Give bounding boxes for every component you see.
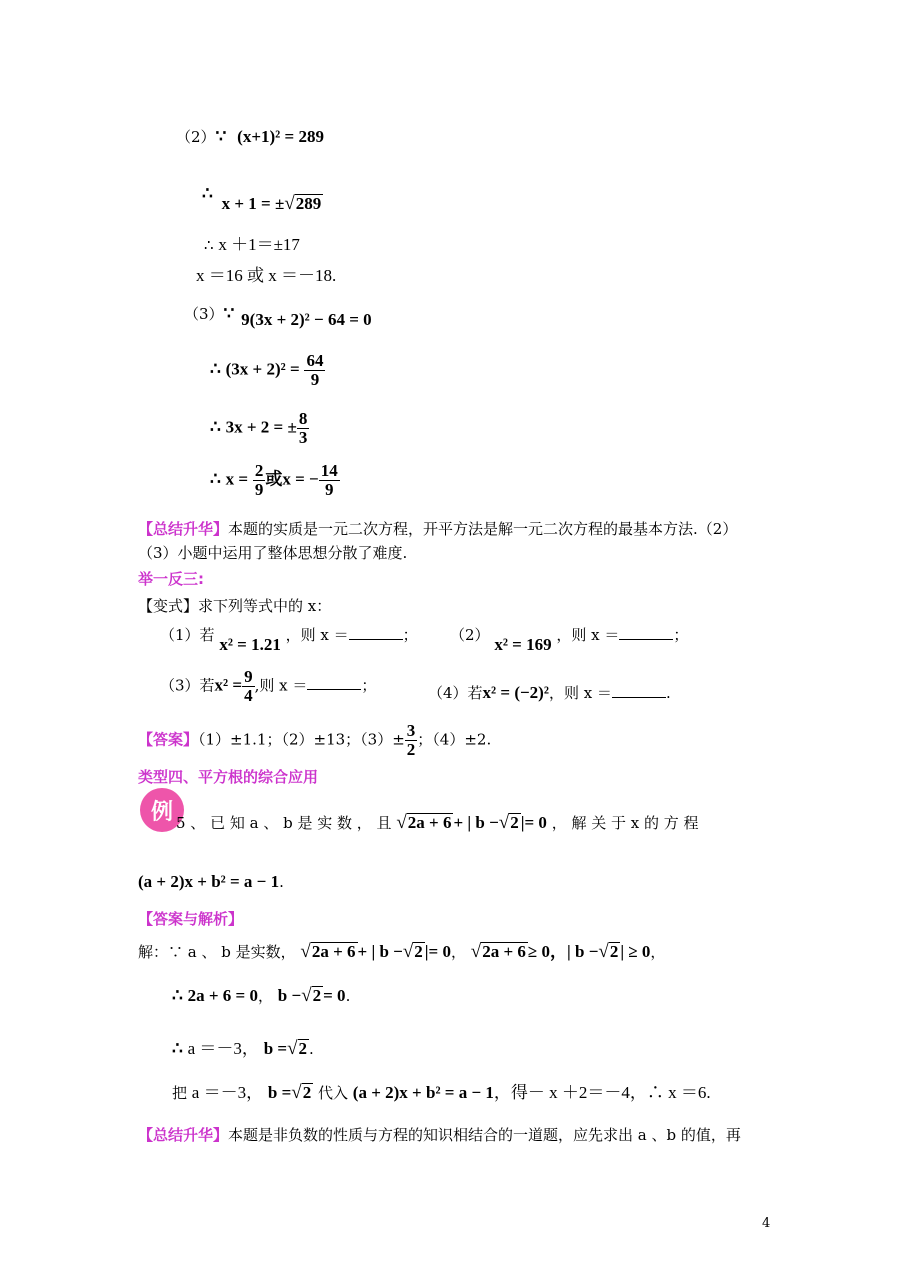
sqrt-icon: √	[498, 812, 510, 833]
fraction-8-3	[297, 410, 310, 447]
denominator: 2	[406, 739, 416, 759]
line3-b: a ＝－3，	[187, 1039, 259, 1058]
q3-eq-left: x² =	[214, 675, 243, 695]
q1-answer-blank[interactable]	[349, 625, 403, 640]
radicand: 2a + 6	[482, 942, 526, 961]
numerator: 9	[244, 667, 253, 686]
analysis-line4	[172, 1078, 711, 1104]
sol3-line1	[184, 303, 372, 329]
denominator: 9	[324, 479, 334, 499]
line2-d: b −	[277, 986, 302, 1005]
q4-equation: x² = (−2)²	[482, 683, 549, 702]
example5-line1	[176, 812, 776, 834]
numerator: 64	[306, 351, 324, 370]
sqrt-icon: √	[287, 1038, 298, 1059]
line3-d: .	[309, 1040, 314, 1058]
radicand: 2	[414, 942, 423, 961]
q1-label: （1）若	[160, 626, 215, 644]
sol3-line2	[210, 352, 325, 389]
line1-b: + | b −	[357, 942, 403, 961]
sol3-line3	[210, 410, 309, 447]
denominator: 4	[244, 685, 253, 705]
q3-label: （3）若	[160, 676, 215, 695]
q2-label: （2）	[450, 626, 490, 644]
answer1-part1: （1）±1.1；（2）±13；（3）±	[198, 730, 405, 749]
analysis-tag: 【答案与解析】	[138, 910, 244, 928]
line1-d: ，	[450, 943, 466, 961]
therefore-symbol: ∴	[172, 986, 183, 1005]
summary2-text: 本题是非负数的性质与方程的知识相结合的一道题，应先求出 a 、b 的值，再	[228, 1126, 741, 1144]
summary-tag: 【总结升华】	[138, 1126, 229, 1144]
question-2	[450, 624, 689, 654]
line1-c: |= 0	[424, 942, 451, 961]
example5-radicand: 2a + 6	[407, 813, 452, 832]
line1-e: ≥ 0	[527, 942, 550, 961]
therefore-symbol: ∴	[210, 469, 221, 489]
q4-tail: ，则 x ＝	[548, 684, 612, 702]
line2-b: 2a + 6 = 0	[187, 986, 258, 1005]
sol2-eq2-radicand: 289	[295, 194, 322, 213]
line1-g: | ≥ 0	[620, 942, 651, 961]
numerator: 14	[320, 461, 338, 480]
line4-c: b =	[267, 1083, 292, 1102]
summary1-line2	[138, 542, 407, 563]
summary2-line	[138, 1124, 741, 1145]
sqrt-icon: √	[396, 812, 407, 833]
denominator: 9	[310, 369, 320, 389]
q4-label: （4）若	[428, 684, 483, 702]
radicand: 2	[609, 942, 619, 961]
answer1-line	[138, 722, 491, 759]
example5-equation: (a + 2)x + b² = a − 1	[138, 872, 280, 891]
q3-tail: ,则 x ＝	[254, 676, 308, 695]
sqrt-icon: √	[598, 941, 609, 962]
sol3-label: （3）	[184, 305, 224, 323]
fraction-3-2	[405, 722, 418, 759]
line4-a: 把	[172, 1084, 188, 1102]
line2-f: .	[345, 987, 351, 1005]
radicand: 2a + 6	[311, 942, 356, 961]
numerator: 2	[254, 461, 264, 480]
question-3	[160, 668, 376, 705]
section4-heading: 类型四、平方根的综合应用	[138, 768, 319, 786]
variant-tag: 【变式】	[138, 597, 199, 615]
fraction-14-9	[319, 462, 340, 499]
q1-tail: ，则 x ＝	[285, 626, 349, 644]
numerator: 8	[298, 409, 308, 428]
radicand: 2	[312, 986, 322, 1005]
q2-end: ；	[673, 626, 689, 644]
analysis-line2	[172, 985, 350, 1007]
variant-text: 求下列等式中的 x：	[198, 597, 332, 615]
sol3-eq1: 9(3x + 2)² − 64 = 0	[241, 310, 372, 329]
sol2-label: （2）	[176, 128, 216, 146]
sol2-eq2-left: x + 1 = ±	[221, 194, 285, 213]
sol2-line2	[202, 183, 323, 214]
sol2-eq4: x ＝16 或 x ＝－18.	[196, 266, 337, 285]
fraction-64-9	[304, 352, 325, 389]
q2-answer-blank[interactable]	[619, 625, 673, 640]
answer-tag: 【答案】	[138, 730, 199, 749]
example5-text: 5 、 已 知 a 、 b 是 实 数 ， 且	[176, 814, 392, 832]
sqrt-icon: √	[402, 941, 414, 962]
variant-line	[138, 595, 331, 616]
line1-a: 解：∵ a 、 b 是实数，	[138, 943, 296, 961]
line1-f: ，| b −	[550, 942, 599, 961]
therefore-symbol: ∴	[210, 359, 221, 379]
example5-eq-end: .	[279, 873, 284, 891]
line3-c: b =	[263, 1039, 288, 1058]
numerator: 3	[406, 721, 416, 740]
because-symbol: ∵	[223, 304, 235, 323]
sol2-eq1: (x+1)² = 289	[237, 127, 324, 146]
q1-end: ；	[402, 626, 418, 644]
line1-h: ，	[650, 943, 666, 961]
sol3-eq2-left: (3x + 2)² =	[225, 359, 300, 379]
question-1	[160, 624, 418, 654]
sqrt-icon: √	[470, 941, 482, 962]
sqrt-icon: √	[300, 941, 311, 962]
summary1-text2: （3）小题中运用了整体思想分散了难度.	[138, 544, 408, 562]
therefore-symbol: ∴	[204, 236, 214, 254]
q2-tail: ，则 x ＝	[556, 626, 620, 644]
sol2-line4	[196, 261, 336, 286]
sqrt-icon: √	[284, 193, 295, 214]
sol3-line4	[210, 462, 340, 499]
sol2-line3	[204, 230, 300, 255]
line4-d: 代入	[318, 1084, 349, 1102]
radicand: 2	[298, 1039, 308, 1058]
line4-f: ，得－ x ＋2＝－4，∴ x ＝6.	[493, 1083, 711, 1102]
question-4	[428, 682, 671, 703]
because-symbol: ∵	[215, 127, 227, 146]
therefore-symbol: ∴	[172, 1039, 183, 1058]
q2-equation: x² = 169	[494, 635, 552, 654]
q1-equation: x² = 1.21	[219, 635, 281, 654]
example5-equation-line	[138, 872, 284, 892]
example5-after2: |= 0	[520, 813, 547, 832]
sol2-line1	[176, 126, 324, 147]
q4-answer-blank[interactable]	[612, 683, 666, 698]
line4-b: a ＝－3，	[191, 1083, 264, 1102]
page-number: 4	[762, 1216, 771, 1231]
denominator: 3	[298, 427, 308, 447]
sol3-eq3-left: 3x + 2 = ±	[225, 417, 297, 437]
line4-e: (a + 2)x + b² = a − 1	[352, 1083, 494, 1102]
therefore-symbol: ∴	[202, 184, 213, 203]
example5-tail: ， 解 关 于 x 的 方 程	[551, 814, 699, 832]
sqrt-icon: √	[291, 1082, 302, 1103]
summary1-text1: 本题的实质是一元二次方程，开平方法是解一元二次方程的最基本方法.（2）	[228, 520, 738, 538]
therefore-symbol: ∴	[210, 417, 221, 437]
summary-tag: 【总结升华】	[138, 520, 229, 538]
example5-radicand2: 2	[510, 813, 519, 832]
denominator: 9	[254, 479, 264, 499]
sol3-eq4-mid: 或x = −	[265, 469, 319, 489]
analysis-line1	[138, 937, 665, 963]
sol2-eq3: x ＋1＝±17	[218, 235, 300, 254]
analysis-line3	[172, 1034, 314, 1060]
practice-heading: 举一反三:	[138, 570, 204, 588]
fraction-2-9	[253, 462, 266, 499]
example-badge-icon: 例	[140, 788, 184, 832]
sqrt-icon: √	[301, 985, 312, 1006]
fraction-9-4	[242, 668, 255, 705]
line2-c: ，	[257, 987, 273, 1005]
q3-answer-blank[interactable]	[307, 675, 361, 690]
answer1-part2: ；（4）±2.	[417, 730, 492, 749]
radicand: 2	[302, 1083, 312, 1102]
line2-e: = 0	[323, 986, 346, 1005]
q4-end: .	[665, 684, 671, 702]
summary1-line1	[138, 518, 737, 539]
sol3-eq4-left: x =	[225, 469, 249, 489]
example5-after-rad: + | b −	[453, 813, 499, 832]
q3-end: ；	[361, 676, 377, 695]
